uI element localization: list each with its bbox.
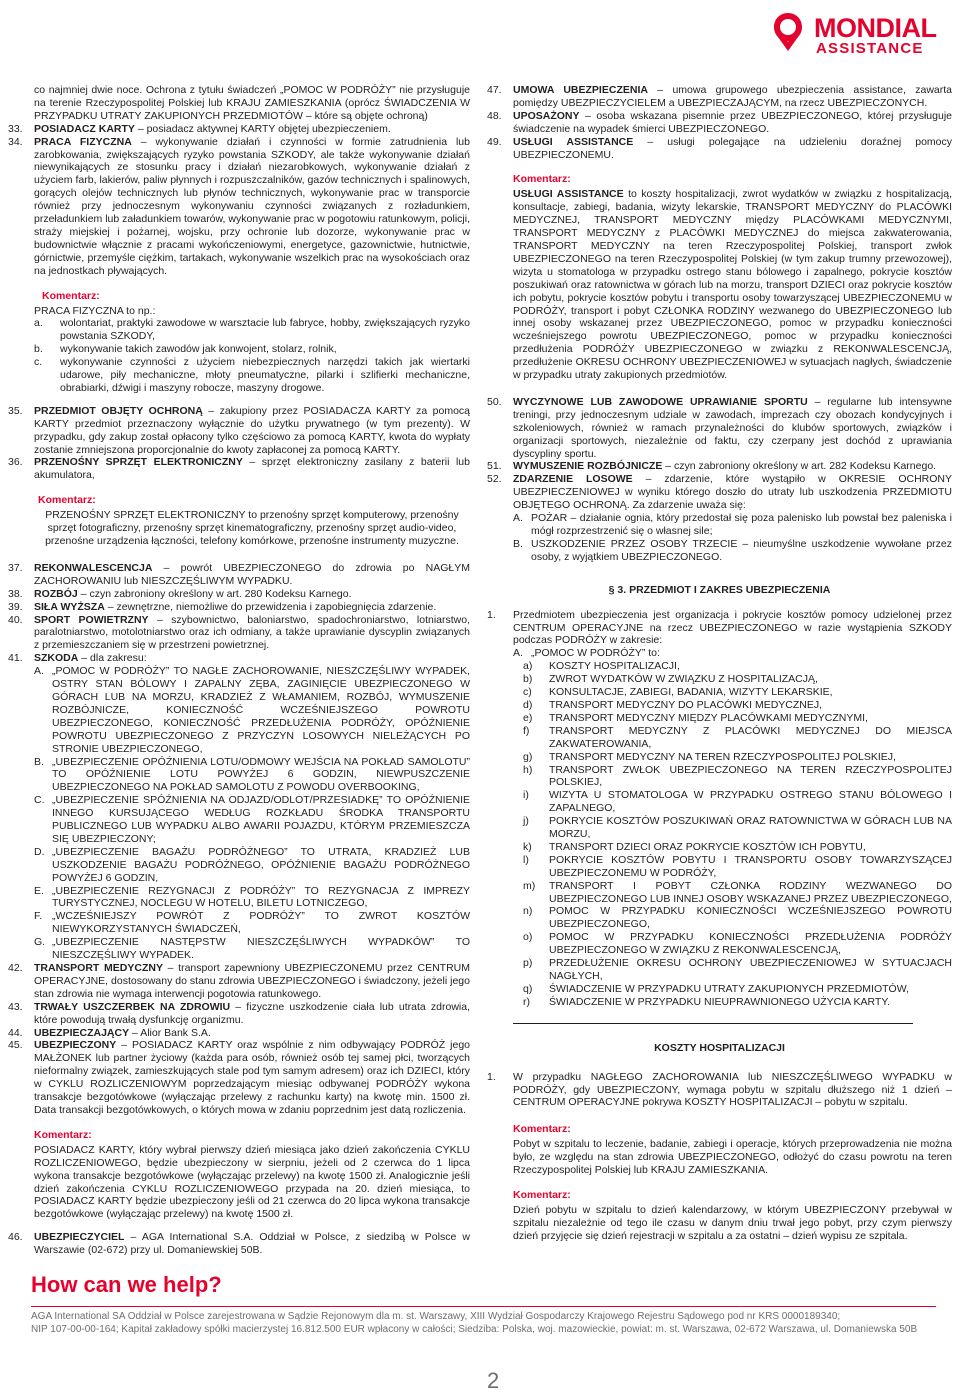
pomoc-list-letter: q) <box>523 982 533 995</box>
pomoc-list-text: TRANSPORT MEDYCZNY NA TEREN RZECZYPOSPOLITEJ POLSKIEJ, <box>549 750 896 763</box>
zdarzenie-item-b: B. USZKODZENIE PRZEZ OSOBY TRZECIE – nieumyślne uszkodzenie wywołane przez osoby, z wyjątkiem UBEZPIECZONEGO. <box>513 537 952 563</box>
definition-50: 50. WYCZYNOWE LUB ZAWODOWE UPRAWIANIE SPORTU – regularne lub intensywne treningi, przy jednoczesnym udziale w zawodach, imprezach czy obozach kondycyjnych i szkoleniowych, również w ramach przynależności do klubów sportowych, związków i organizacji sportowych, niezależnie od faktu, czy czerpany jest dochód z uprawiania dyscypliny sportu. <box>487 395 952 460</box>
footer-legal <box>31 1306 936 1336</box>
how-can-we-help-heading: How can we help? <box>31 1272 222 1297</box>
pomoc-list-item <box>487 854 952 880</box>
pomoc-list-item <box>487 815 952 841</box>
definition-33: 33. POSIADACZ KARTY – posiadacz aktywnej KARTY objętej ubezpieczeniem. <box>8 122 391 135</box>
koszty-hospitalizacji-title: KOSZTY HOSPITALIZACJI <box>654 1041 785 1054</box>
szkoda-item-b: B. „UBEZPIECZENIE OPÓŹNIENIA LOTU/ODMOWY WEJŚCIA NA POKŁAD SAMOLOTU” TO OPÓŹNIENIE LOTU POWYŻEJ 6 GODZIN, NIEWPUSZCZENIE UBEZPIECZONEGO NA POKŁAD SAMOLOTU Z POWODU OVERBOOKING, <box>34 755 470 794</box>
pomoc-list-letter: r) <box>523 995 530 1008</box>
pomoc-list-letter: k) <box>523 840 532 853</box>
pomoc-list-text: POKRYCIE KOSZTÓW POBYTU I TRANSPORTU OSOBY TOWARZYSZĄCEJ UBEZPIECZONEMU W PODRÓŻY, <box>549 853 952 879</box>
pomoc-list-text: POKRYCIE KOSZTÓW POSZUKIWAŃ ORAZ RATOWNICTWA W GÓRACH LUB NA MORZU, <box>549 815 952 841</box>
mondial-logo-icon <box>770 11 806 53</box>
section-3-title: § 3. PRZEDMIOT I ZAKRES UBEZPIECZENIA <box>608 583 831 596</box>
footer-rule <box>31 1306 936 1307</box>
definition-37: 37. REKONWALESCENCJA – powrót UBEZPIECZONEGO do zdrowia po NAGŁYM ZACHOROWANIU lub NIESZCZĘŚLIWYM WYPADKU. <box>8 561 470 587</box>
comment-36: Komentarz: PRZENOŚNY SPRZĘT ELEKTRONICZNY to przenośny sprzęt komputerowy, przenośny sprzęt fotograficzny, przenośny sprzęt kinematograficzny, przenośny sprzęt audio-video, przenośne urządzenia łączności, telefony komórkowe, przenośne instrumenty muzyczne. <box>38 494 459 547</box>
pomoc-list-item <box>487 905 952 931</box>
pomoc-list-text: POMOC W PRZYPADKU KONIECZNOŚCI PRZEDŁUŻENIA PODRÓŻY UBEZPIECZONEGO W ZWIĄZKU Z REKONWALESCENCJĄ, <box>549 931 952 957</box>
pomoc-list-text: TRANSPORT DZIECI ORAZ POKRYCIE KOSZTÓW ICH POBYTU, <box>549 840 866 853</box>
pomoc-list-text: WIZYTA U STOMATOLOGA W PRZYPADKU OSTREGO STANU BÓLOWEGO I ZAPALNEGO, <box>549 789 952 815</box>
pomoc-list-letter: l) <box>523 853 529 866</box>
szkoda-item-e: E. „UBEZPIECZENIE REZYGNACJI Z PODRÓŻY” TO REZYGNACJA Z IMPREZY TURYSTYCZNEJ, NOCLEGU W HOTELU, BILETU LOTNICZEGO, <box>34 884 470 910</box>
pomoc-list-letter: i) <box>523 789 529 802</box>
pomoc-list-item <box>487 983 952 996</box>
pomoc-list-text: ZWROT WYDATKÓW W ZWIĄZKU Z HOSPITALIZACJĄ, <box>549 673 818 686</box>
definition-52: 52. ZDARZENIE LOSOWE – zdarzenie, które wystąpiło w OKRESIE OCHRONY UBEZPIECZENIOWEJ w wyniku którego doszło do utraty lub uszkodzenia PRZEDMIOTU OBJĘTEGO OCHRONĄ. Za zdarzenie uważa się: <box>487 473 952 512</box>
definition-43: 43. TRWAŁY USZCZERBEK NA ZDROWIU – fizyczne uszkodzenie ciała lub utrata zdrowia, które powodują trwałą dysfunkcję organizmu. <box>8 1000 470 1026</box>
pomoc-list-letter: g) <box>523 750 533 763</box>
pomoc-list-item <box>487 880 952 906</box>
definition-51: 51. WYMUSZENIE ROZBÓJNICZE – czyn zabroniony określony w art. 282 Kodeksu Karnego. <box>487 460 937 473</box>
comment-hospitalizacja-1: Komentarz: Pobyt w szpitalu to leczenie, badanie, zabiegi i operacje, których przeprowadzenia nie można było, ze względu na stan zdrowia UBEZPIECZONEGO, odłożyć do czasu powrotu na teren Rzeczypospolitej Polskiej lub KRAJU ZAMIESZKANIA. <box>513 1123 952 1177</box>
pomoc-list-letter: m) <box>523 879 536 892</box>
definition-47: 47. UMOWA UBEZPIECZENIA – umowa grupowego ubezpieczenia assistance, zawarta pomiędzy UBEZPIECZYCIELEM a UBEZPIECZAJĄCYM, na rzecz UBEZPIECZONYCH. <box>487 84 953 109</box>
separator-line <box>513 1023 913 1024</box>
pomoc-list-text: TRANSPORT MEDYCZNY Z PLACÓWKI MEDYCZNEJ DO MIEJSCA ZAKWATEROWANIA, <box>549 724 952 750</box>
pomoc-list-letter: f) <box>523 724 530 737</box>
pomoc-list-text: KOSZTY HOSPITALIZACJI, <box>549 660 680 673</box>
szkoda-item-g: G. „UBEZPIECZENIE NASTĘPSTW NIESZCZĘŚLIWYCH WYPADKÓW” TO NIESZCZĘŚLIWY WYPADEK. <box>34 936 470 962</box>
definition-49: 49. USŁUGI ASSISTANCE – usługi polegające na udzieleniu doraźnej pomocy UBEZPIECZONEMU. <box>487 135 953 161</box>
pomoc-list-letter: e) <box>523 711 533 724</box>
pomoc-list-item <box>487 751 952 764</box>
comment-49: Komentarz: USŁUGI ASSISTANCE to koszty hospitalizacji, zwrot wydatków w związku z hospitalizacją, konsultacje, zabiegi, badania, wizyty lekarskie, TRANSPORT MEDYCZNY do PLACÓWKI MEDYCZNEJ, TRANSPORT MEDYCZNY między PLACÓWKAMI MEDYCZNYMI, TRANSPORT MEDYCZNY z PLACÓWKI MEDYCZNEJ do miejsca zakwaterowania, TRANSPORT MEDYCZNY na teren Rzeczypospolitej Polskiej, transport zwłok UBEZPIECZONEGO na teren Rzeczypospolitej Polskiej (w tym zakup trumny przewozowej), wizyta u stomatologa w przypadku ostrego stanu bólowego i zapalnego, pokrycie kosztów poszukiwań oraz ratownictwa w górach lub na morzu, transport DZIECI oraz pokrycie kosztów ich pobytu, pokrycie kosztów pobytu i transportu osoby towarzyszącej UBEZPIECZONEMU w PODRÓŻY, transport i pobyt CZŁONKA RODZINY wezwanego do UBEZPIECZONEGO lub innej osoby wskazanej przez UBEZPIECZONEGO, pomoc w przypadku konieczności wcześniejszego powrotu UBEZPIECZONEGO, pomoc w przypadku konieczności przedłużenia PODRÓŻY UBEZPIECZONEGO w związku z REKONWALESCENCJĄ, przedłużenie OKRESU OCHRONY UBEZPIECZENIOWEJ w sytuacjach nagłych, świadczenie w przypadku utraty zakupionych przedmiotów. <box>513 173 952 382</box>
koszty-hospitalizacji-point-1: 1. W przypadku NAGŁEGO ZACHOROWANIA lub NIESZCZĘŚLIWEGO WYPADKU w PODRÓŻY, gdy UBEZPIECZONY, wymaga pobytu w szpitalu dłuższego niż 1 dzień – CENTRUM OPERACYJNE pokrywa KOSZTY HOSPITALIZACJI – pobytu w szpitalu. <box>487 1070 952 1109</box>
pomoc-list-item <box>487 673 952 686</box>
pomoc-list-item <box>487 841 952 854</box>
section-3-point-1: 1. Przedmiotem ubezpieczenia jest organizacja i pokrycie kosztów pomocy udzielonej przez CENTRUM OPERACYJNE na rzecz UBEZPIECZONEGO w razie wystąpienia SZKODY podczas PODRÓŻY w zakresie: <box>487 608 952 647</box>
pomoc-list-letter: c) <box>523 686 532 699</box>
intro-text: co najmniej dwie noce. Ochrona z tytułu świadczeń „POMOC W PODRÓŻY” nie przysługuje na terenie Rzeczypospolitej Polskiej lub KRAJU ZAMIESZKANIA (oprócz ŚWIADCZENIA W PRZYPADKU UTRATY ZAKUPIONYCH PRZEDMIOTÓW – które są objęte ochroną) <box>34 84 470 122</box>
szkoda-item-a: A. „POMOC W PODRÓŻY” TO NAGŁE ZACHOROWANIE, NIESZCZĘŚLIWY WYPADEK, OSTRY STAN BÓLOWY I ZAPALNY ZĘBA, ZAGINIĘCIE UBEZPIECZONEGO W GÓRACH LUB NA MORZU, KRADZIEŻ Z WŁAMANIEM, ROZBÓJ, WYMUSZENIE ROZBÓJNICZE, KONIECZNOŚĆ WCZEŚNIEJSZEGO POWROTU UBEZPIECZONEGO, KONIECZNOŚĆ PRZEDŁUŻENIA PODRÓŻY, OPÓŹNIENIE POWROTU UBEZPIECZONEGO Z PRZYCZYN LOSOWYCH NIELEŻĄCYCH PO STRONIE UBEZPIECZONEGO, <box>34 665 470 755</box>
pomoc-list-item <box>487 789 952 815</box>
pomoc-list-text: TRANSPORT ZWŁOK UBEZPIECZONEGO NA TEREN RZECZYPOSPOLITEJ POLSKIEJ, <box>549 763 952 789</box>
pomoc-list-letter: b) <box>523 673 533 686</box>
definition-34: 34. PRACA FIZYCZNA – wykonywanie działań i czynności w formie zatrudnienia lub zarobkowania, zwiększających ryzyko powstania SZKODY, ale także wykonywanie działań niewynikających ze stosunku pracy i działań niezarobkowych, wykonywanie działań z użyciem farb, lakierów, paliw płynnych i rozpuszczalników, gazów technicznych i spalinowych, gorących olejów technicznych lub płynów technicznych, wykonywanie prac w transporcie również przy jednoczesnym wykonywaniu czynności związanych z rozładunkiem, przeładunkiem lub załadunkiem towarów, wykonywanie prac w pogotowiu ratunkowym, policji, straży miejskiej i pożarnej, wojsku, przy ochronie lub dozorze, wykonywanie prac w budownictwie włącznie z pracami wykończeniowymi, energetyce, gazownictwie, hutnictwie, górnictwie, przemyśle ciężkim, tartakach, wykonywanie wszelkich prac na wysokościach oraz na jednostkach pływających. <box>8 135 470 277</box>
pomoc-list-letter: d) <box>523 698 533 711</box>
pomoc-list-text: ŚWIADCZENIE W PRZYPADKU UTRATY ZAKUPIONYCH PRZEDMIOTÓW, <box>549 982 909 995</box>
pomoc-list-item <box>487 660 952 673</box>
definition-44: 44. UBEZPIECZAJĄCY – Alior Bank S.A. <box>8 1026 211 1039</box>
pomoc-list-item <box>487 686 952 699</box>
definition-46: 46. UBEZPIECZYCIEL – AGA International S.A. Oddział w Polsce, z siedzibą w Polsce w Warszawie (02-672) przy ul. Domaniewskiej 50B. <box>8 1231 470 1257</box>
pomoc-list-item <box>487 764 952 790</box>
pomoc-list-item <box>487 712 952 725</box>
pomoc-list-letter: h) <box>523 763 533 776</box>
definition-48: 48. UPOSAŻONY – osoba wskazana pisemnie przez UBEZPIECZONEGO, której przysługuje świadczenie na wypadek śmierci UBEZPIECZONEGO. <box>487 109 952 135</box>
left-column <box>8 84 470 1257</box>
pomoc-list-text: KONSULTACJE, ZABIEGI, BADANIA, WIZYTY LEKARSKIE, <box>549 686 833 699</box>
pomoc-list-text: POMOC W PRZYPADKU KONIECZNOŚCI WCZEŚNIEJSZEGO POWROTU UBEZPIECZONEGO, <box>549 905 952 931</box>
pomoc-list-letter: a) <box>523 660 533 673</box>
definition-35: 35. PRZEDMIOT OBJĘTY OCHRONĄ – zakupiony przez POSIADACZA KARTY za pomocą KARTY przedmiot przeznaczony wyłącznie do użytku prywatnego (w tym prezenty). W przypadku, gdy zakup został opłacony tylko częściowo za pomocą KARTY, kwota do wypłaty zostanie zmniejszona proporcjonalnie do kwoty zapłaconej za pomocą KARTY. <box>8 404 471 456</box>
pomoc-list-text: TRANSPORT MEDYCZNY DO PLACÓWKI MEDYCZNEJ, <box>549 698 823 711</box>
pomoc-list-item <box>487 957 952 983</box>
pomoc-list-letter: j) <box>523 815 529 828</box>
brand-name: MONDIAL <box>814 13 937 43</box>
brand-sub: ASSISTANCE <box>816 40 924 57</box>
pomoc-list-text: PRZEDŁUŻENIE OKRESU OCHRONY UBEZPIECZENIOWEJ W SYTUACJACH NAGŁYCH, <box>549 957 952 982</box>
definition-40: 40. SPORT POWIETRZNY – szybownictwo, baloniarstwo, spadochroniarstwo, lotniarstwo, paralotniarstwo, motolotniarstwo oraz ich odmiany, a także uprawianie dyscyplin związanych z przemieszczaniem się w przestrzeni powietrznej. <box>8 613 471 652</box>
pomoc-list-item <box>487 996 952 1009</box>
definition-45: 45. UBEZPIECZONY – POSIADACZ KARTY oraz wspólnie z nim odbywający PODRÓŻ jego MAŁŻONEK lub partner życiowy (każda para osób, również osób tej samej płci, tworzących nieformalny związek, zamieszkujących stale pod tym samym adresem) oraz ich DZIECI, który w CYKLU ROZLICZENIOWYM poprzedzającym miesiąc odbywanej PODRÓŻY wykona transakcje bezgotówkowe (wyłączając przelewy z rachunku karty) na kwotę min. 1500 zł. Data transakcji bezgotówkowych, o których mowa w zdaniu poprzednim jest datą rozliczenia. <box>8 1039 470 1116</box>
szkoda-item-f: F. „WCZEŚNIEJSZY POWRÓT Z PODRÓŻY” TO ZWROT KOSZTÓW NIEWYKORZYSTANYCH ŚWIADCZEŃ, <box>34 910 470 936</box>
szkoda-item-d: D. „UBEZPIECZENIE BAGAŻU PODRÓŻNEGO” TO UTRATA, KRADZIEŻ LUB USZKODZENIE BAGAŻU PODRÓŻNEGO, OPÓŹNIENIE BAGAŻU PODRÓŻNEGO POWYŻEJ 6 GODZIN, <box>34 845 470 884</box>
comment-45: Komentarz: POSIADACZ KARTY, który wybrał pierwszy dzień miesiąca jako dzień zakończenia CYKLU ROZLICZENIOWEGO, będzie ubezpieczony w sierpniu, jeżeli od 2 czerwca do 1 lipca wykona transakcje bezgotówkowe (wyłączając przelewy) na kwotę 1500 zł. Analogicznie jeśli dzień zakończenia CYKLU ROZLICZENIOWEGO przypada na 20. dzień miesiąca, to POSIADACZ KARTY będzie ubezpieczony jeśli od 21 czerwca do 20 lipca wykona transakcje bezgotówkowe (wyłączając przelewy) na kwotę 1500 zł. <box>34 1128 470 1221</box>
pomoc-list-item <box>487 699 952 712</box>
szkoda-item-c: C. „UBEZPIECZENIE SPÓŹNIENIA NA ODJAZD/ODLOT/PRZESIADKĘ” TO OPÓŹNIENIE INNEGO KURSUJĄCEGO WEDŁUG ROZKŁADU ŚRODKA TRANSPORTU PUBLICZNEGO LUB WYPADKU ALBO AWARII POJAZDU, KTÓRYM PRZEMIESZCZA SIĘ UBEZPIECZONY; <box>34 794 470 845</box>
pomoc-w-podrozy-heading: A. „POMOC W PODRÓŻY” to: <box>513 647 660 660</box>
page-number: 2 <box>487 1368 500 1393</box>
footer-line-1: AGA International SA Oddział w Polsce zarejestrowana w Sądzie Rejonowym dla m. st. Warszawy, XIII Wydział Gospodarczy Krajowego Rejestru Sądowego pod nr KRS 0000189340; <box>31 1311 841 1322</box>
pomoc-list-item <box>487 931 952 957</box>
zdarzenie-item-a: A. POŻAR – działanie ognia, który przedostał się poza palenisko lub powstał bez paleniska i mógł rozprzestrzenić się o własnej sile; <box>513 512 952 537</box>
pomoc-list-letter: o) <box>523 931 533 944</box>
comment-34: Komentarz: PRACA FIZYCZNA to np.: a. wolontariat, praktyki zawodowe w warsztacie lub fabryce, hobby, zwiększających ryzyko powstania SZKODY, b. wykonywanie takich zawodów jak konwojent, stolarz, rolnik, c. wykonywanie czynności z użyciem niebezpiecznych narzędzi takich jak wiertarki udarowe, piły mechaniczne, młoty pneumatyczne, pilarki i szlifierki mechaniczne, obrabiarki, dźwigi i maszyny robocze, maszyny drogowe. <box>34 289 470 394</box>
footer-line-2: NIP 107-00-00-164; Kapitał zakładowy spółki macierzystej 16.812.500 EUR wpłacony w całości; Siedziba: Polska, woj. mazowieckie, powiat: m. st. Warszawa, 02-672 Warszawa, ul. Domaniewska 50B <box>31 1323 918 1335</box>
right-column <box>487 84 952 1253</box>
definition-36: 36. PRZENOŚNY SPRZĘT ELEKTRONICZNY – sprzęt elektroniczny zasilany z baterii lub akumulatora, <box>8 456 470 482</box>
definition-41: 41. SZKODA – dla zakresu: <box>8 652 147 665</box>
pomoc-w-podrozy-list <box>487 660 952 1008</box>
comment-hospitalizacja-2: Komentarz: Dzień pobytu w szpitalu to dzień kalendarzowy, w którym UBEZPIECZONY przebywał w szpitalu niezależnie od tego ile czasu w danym dniu trwał jego pobyt, przy czym pierwszy dzień przyjęcie się dzień rejestracji w szpitalu a za ostatni – dzień wypisu ze szpitala. <box>513 1188 952 1242</box>
mondial-assistance-logo <box>770 8 958 60</box>
pomoc-list-item <box>487 725 952 751</box>
definition-42: 42. TRANSPORT MEDYCZNY – transport zapewniony UBEZPIECZONEMU przez CENTRUM OPERACYJNE, dostosowany do stanu zdrowia UBEZPIECZONEGO i świadczony, jeżeli jego stan zdrowia nie wymaga interwencji pogotowia ratunkowego. <box>8 962 470 1000</box>
pomoc-list-letter: n) <box>523 905 533 918</box>
pomoc-list-letter: p) <box>523 957 533 970</box>
pomoc-list-text: TRANSPORT MEDYCZNY MIĘDZY PLACÓWKAMI MEDYCZNYMI, <box>549 711 868 724</box>
definition-38: 38. ROZBÓJ – czyn zabroniony określony w art. 280 Kodeksu Karnego. <box>8 587 352 600</box>
definition-39: 39. SIŁA WYŻSZA – zewnętrzne, niemożliwe do przewidzenia i zapobiegnięcia zdarzenie. <box>8 600 437 613</box>
pomoc-list-text: TRANSPORT I POBYT CZŁONKA RODZINY WEZWANEGO DO UBEZPIECZONEGO LUB INNEJ OSOBY WSKAZANEJ PRZEZ UBEZPIECZONEGO, <box>549 879 952 905</box>
pomoc-list-text: ŚWIADCZENIE W PRZYPADKU NIEUPRAWNIONEGO UŻYCIA KARTY. <box>549 995 890 1008</box>
